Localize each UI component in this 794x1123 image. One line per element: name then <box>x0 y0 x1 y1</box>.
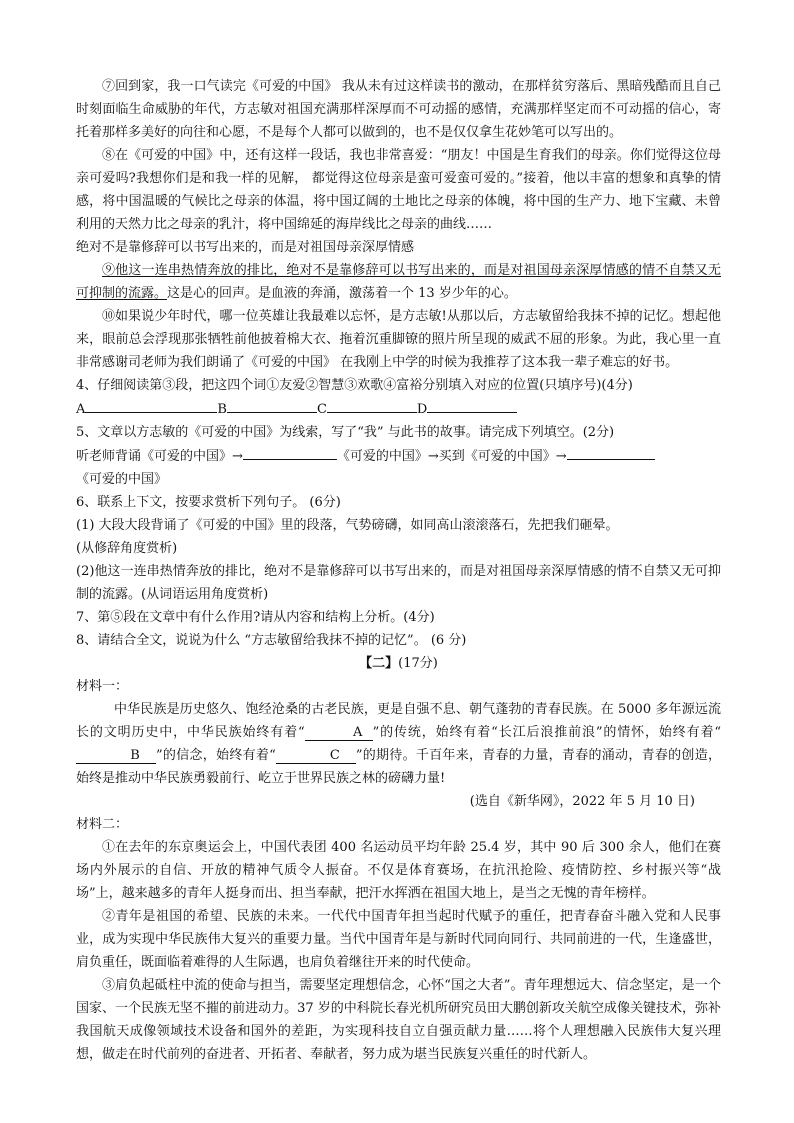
passage-paragraph-9 <box>76 259 721 305</box>
question-6-2: (2)他这一连串热情奔放的排比，绝对不是靠修辞可以书写出来的，而是对祖国母亲深厚情感的情不自禁又无可抑制的流露。(从词语运用角度赏析) <box>76 564 721 602</box>
paragraph-9-rest: 这是心的回声。是血液的奔涌，激荡着一个 13 岁少年的心。 <box>167 286 517 301</box>
passage-paragraph-8-tail: 绝对不是靠修辞可以书写出来的，而是对祖国母亲深厚情感 <box>76 240 415 255</box>
question-4-blanks <box>76 397 721 421</box>
material-1-text-c: ”的信念，始终有着“ <box>156 748 276 763</box>
flow-part-2: 《可爱的中国》→买到《可爱的中国》→ <box>336 449 567 464</box>
material-1-text-b: ”的传统，始终有着“长江后浪推前浪”的情怀，始终有着“ <box>372 725 721 740</box>
question-6-1: (1) 大段大段背诵了《可爱的中国》里的段落，气势磅礴，如同高山滚滚落石，先把我们砸晕。 <box>76 518 619 533</box>
material-blank-b[interactable]: B <box>76 748 156 764</box>
blank-label-c: C <box>316 402 327 417</box>
blank-label-b: B <box>217 402 227 417</box>
question-7: 7、第⑤段在文章中有什么作用?请从内容和结构上分析。(4分) <box>76 610 435 625</box>
material-2-paragraph-2: ②青年是祖国的希望、民族的未来。一代代中国青年担当起时代赋予的重任，把青春奋斗融入党和人民事业，成为实现中华民族伟大复兴的重要力量。当代中国青年是与新时代同向同行、共同前进的一代，生逢盛世，肩负重任，既面临着难得的人生际遇，也肩负着继往开来的时代使命。 <box>76 909 721 970</box>
question-5-flow <box>76 444 721 491</box>
material-2-paragraph-1: ①在去年的东京奥运会上，中国代表团 400 名运动员平均年龄 25.4 岁，其中 90 后 300 余人，他们在赛场内外展示的自信、开放的精神气质令人振奋。不仅是体育赛场，在抗汛抢险、疫情防控、乡村振兴等“战场”上，越来越多的青年人挺身而出、担当奉献，把汗水挥洒在祖国大地上，是当之无愧的青年榜样。 <box>76 840 721 901</box>
underlined-sentence: ⑨他这一连串热情奔放的排比，绝对不是靠修辞可以书写出来的，而是对祖国母亲深厚情感的情不自禁又无可抑制的流露。 <box>76 263 721 301</box>
material-1-label: 材料一： <box>76 679 129 694</box>
blank-label-a: A <box>76 402 86 417</box>
blank-label-d: D <box>416 402 428 417</box>
answer-blank-d[interactable] <box>427 397 517 413</box>
material-2-paragraph-3: ③肩负起砥柱中流的使命与担当，需要坚定理想信念，心怀“国之大者”。青年理想远大、信念坚定，是一个国家、一个民族无坚不摧的前进动力。37 岁的中科院长春光机所研究员田大鹏创新攻关航空成像关键技术，弥补我国航天成像领域技术设备和国外的差距，为实现科技自立自强贡献力量……将个人理想融入民族伟大复兴理想，做走在时代前列的奋进者、开拓者、奉献者，努力成为堪当民族复兴重任的时代新人。 <box>76 978 721 1062</box>
passage-paragraph-10: ⑩如果说少年时代，哪一位英雄让我最难以忘怀，是方志敏!从那以后，方志敏留给我抹不掉的记忆。想起他来，眼前总会浮现那张牺牲前他披着棉大衣、拖着沉重脚镣的照片所呈现的威武不屈的形象。为此，我心里一直非常感谢司老师为我们朗诵了《可爱的中国》 在我刚上中学的时候为我推荐了这本我一辈子难忘的好书。 <box>76 309 721 370</box>
exam-page <box>76 75 721 1066</box>
section-2-score: (17分) <box>398 656 438 671</box>
question-4: 4、仔细阅读第③段，把这四个词①友爱②智慧③欢歌④富裕分别填入对应的位置(只填序号)(4分) <box>76 378 633 393</box>
flow-part-1: 听老师背诵《可爱的中国》→ <box>76 449 243 464</box>
material-1-paragraph <box>76 698 721 790</box>
question-6-1-note: (从修辞角度赏析) <box>76 541 178 556</box>
answer-blank-c[interactable] <box>327 397 417 413</box>
material-blank-c[interactable]: C <box>276 748 356 764</box>
material-1-text-a: 中华民族是历史悠久、饱经沧桑的古老民族，更是自强不息、朝气蓬勃的青春民族。在 5000 多年源远流长的文明历史中，中华民族始终有着“ <box>76 702 721 740</box>
answer-blank-b[interactable] <box>227 397 317 413</box>
material-blank-a[interactable]: A <box>305 725 373 741</box>
material-2-label: 材料二： <box>76 817 129 832</box>
material-1-text-d: ”的期待。千百年来，青春的力量，青春的涌动，青春的创造，始终是推动中华民族勇毅前行、屹立于世界民族之林的磅礴力量! <box>76 748 721 786</box>
section-2-heading <box>76 652 721 675</box>
answer-blank-a[interactable] <box>85 397 217 413</box>
passage-paragraph-7: ⑦回到家，我一口气读完《可爱的中国》 我从未有过这样读书的激动，在那样贫穷落后、黑暗残酷而且自己时刻面临生命威胁的年代，方志敏对祖国充满那样深厚而不可动摇的感情，充满那样坚定而不可动摇的信心，寄托着那样多美好的向往和心愿，不是每个人都可以做到的，也不是仅仅拿生花妙笔可以写出的。 <box>76 79 721 140</box>
flow-part-3: 《可爱的中国》 <box>76 472 168 487</box>
question-8: 8、请结合全文，说说为什么 “方志敏留给我抹不掉的记忆”。 (6 分) <box>76 633 467 648</box>
material-1-source: (选自《新华网》，2022 年 5 月 10 日) <box>469 794 695 809</box>
section-2-title: 【二】 <box>359 656 399 671</box>
flow-blank-1[interactable] <box>243 444 337 460</box>
flow-blank-2[interactable] <box>567 444 655 460</box>
question-5: 5、文章以方志敏的《可爱的中国》为线索，写了“我” 与此书的故事。请完成下列填空。(2分) <box>76 425 615 440</box>
question-6: 6、联系上下文，按要求赏析下列句子。 (6分) <box>76 495 341 510</box>
passage-paragraph-8: ⑧在《可爱的中国》中，还有这样一段话，我也非常喜爱：“朋友！中国是生育我们的母亲。你们觉得这位母亲可爱吗?我想你们是和我一样的见解， 都觉得这位母亲是蛮可爱蛮可爱的。”接着，他以丰富的想象和真挚的情感，将中国温暖的气候比之母亲的体温，将中国辽阔的土地比之母亲的体魄，将中国的生产力、地下宝藏、未曾利用的天然力比之母亲的乳汁，将中国绵延的海岸线比之母亲的曲线…… <box>76 148 721 232</box>
